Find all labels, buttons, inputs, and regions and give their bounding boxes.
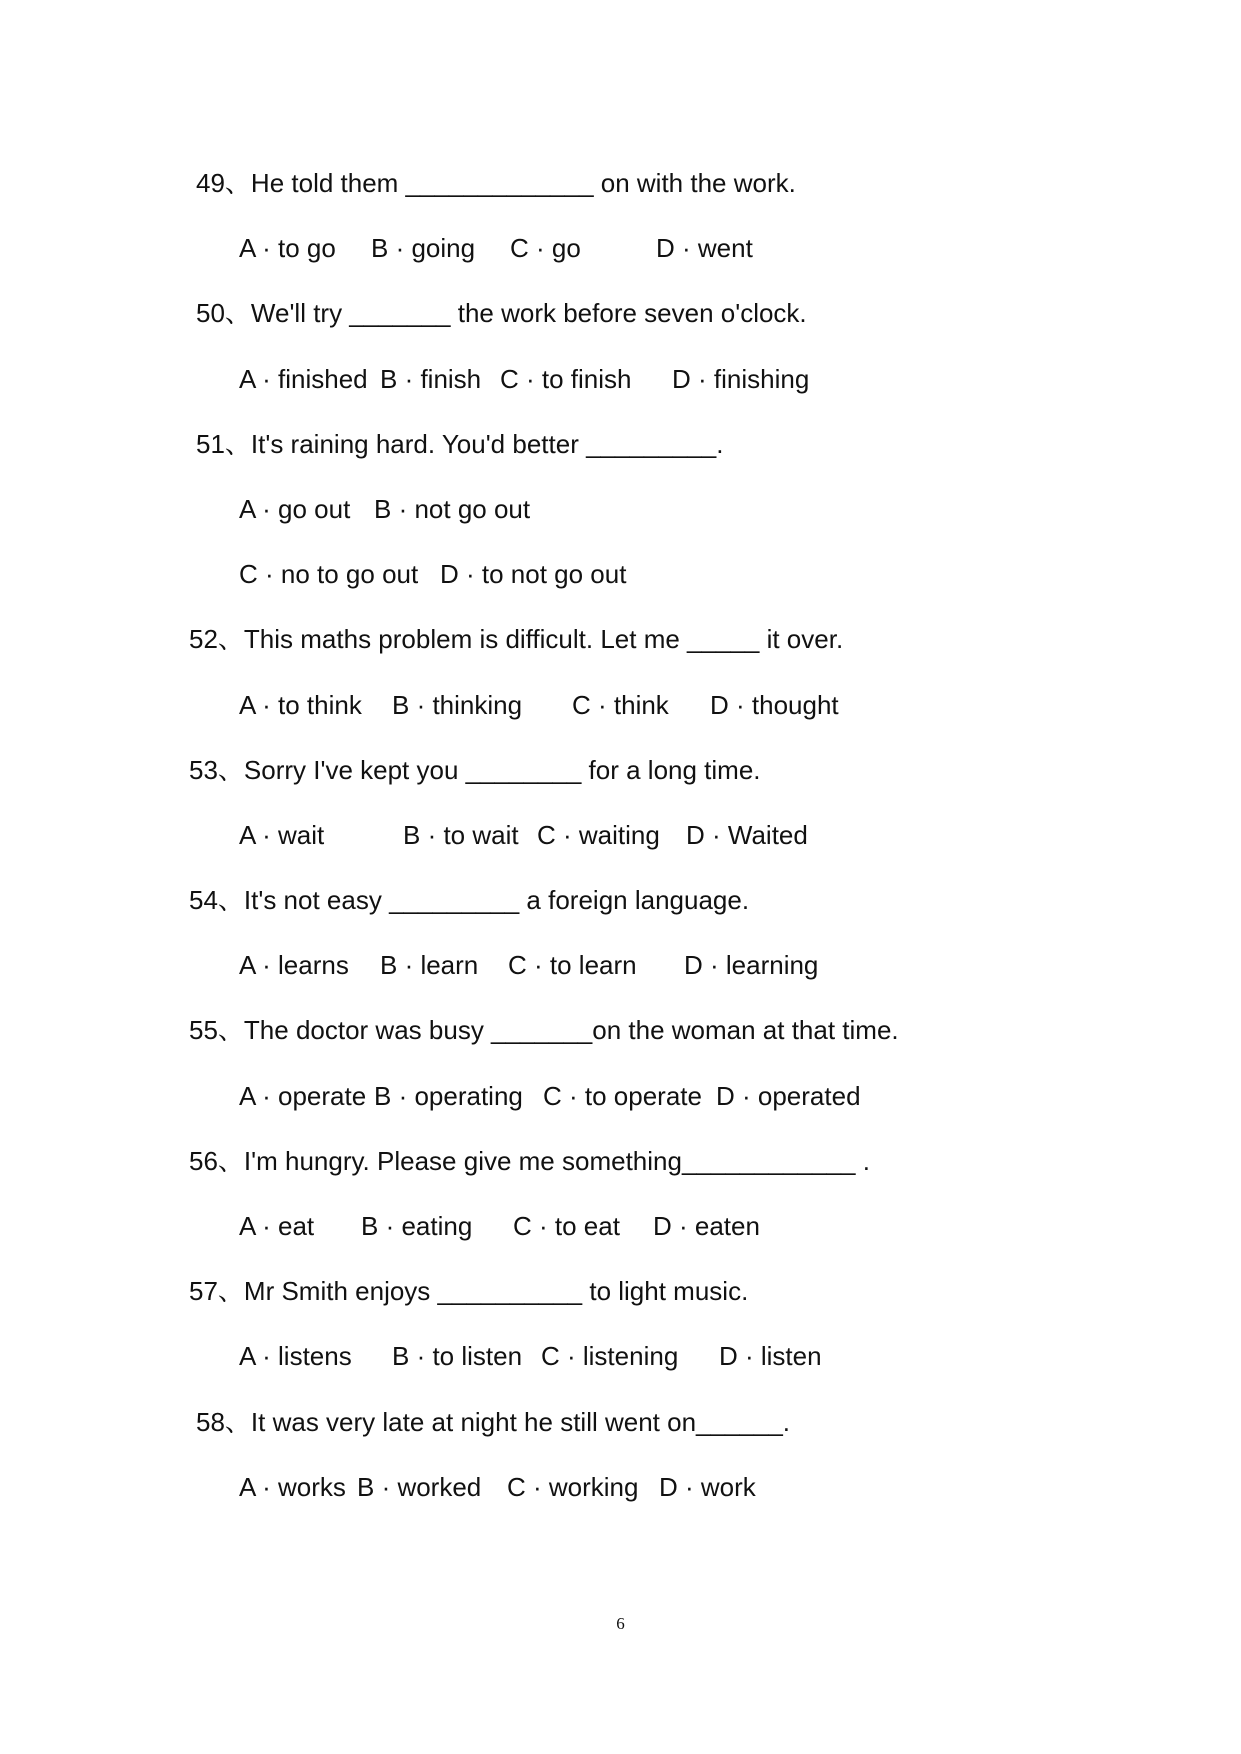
question-separator: 、 <box>217 1276 244 1307</box>
option-c: C · to eat <box>513 1211 620 1241</box>
question-text: The doctor was busy _______on the woman at that time. <box>243 1015 899 1046</box>
question-number: 52 <box>189 624 218 655</box>
option-b: B · finish <box>380 363 482 394</box>
option-a: A · to go <box>239 233 336 264</box>
question-number: 56 <box>189 1145 218 1176</box>
options-53 <box>0 803 1241 868</box>
question-58 <box>0 1390 1241 1455</box>
question-separator: 、 <box>224 1406 251 1437</box>
question-text: Mr Smith enjoys __________ to light music. <box>243 1276 749 1307</box>
options-49 <box>0 216 1241 281</box>
options-52 <box>0 673 1241 738</box>
options-56 <box>0 1194 1241 1259</box>
options-58 <box>0 1455 1241 1520</box>
option-b: B · not go out <box>374 493 531 524</box>
option-d: D · went <box>656 233 753 264</box>
question-separator: 、 <box>217 1015 244 1046</box>
options-50 <box>0 347 1241 412</box>
question-52 <box>0 607 1241 672</box>
option-c: C · working <box>507 1471 639 1502</box>
question-number: 53 <box>189 754 218 785</box>
question-separator: 、 <box>217 754 244 785</box>
options-57 <box>0 1324 1241 1389</box>
question-separator: 、 <box>217 624 244 655</box>
option-a: A · learns <box>239 950 349 981</box>
question-number: 55 <box>189 1015 218 1046</box>
question-text: He told them _____________ on with the work. <box>250 168 796 198</box>
option-d: D · to not go out <box>440 559 627 590</box>
question-number: 51 <box>196 428 225 459</box>
question-separator: 、 <box>224 168 251 198</box>
question-number: 49 <box>196 168 225 198</box>
option-a: A · operate <box>239 1080 367 1111</box>
question-text: I'm hungry. Please give me something____________ . <box>243 1145 870 1176</box>
option-d: D · thought <box>710 689 839 720</box>
option-d: D · learning <box>684 950 819 981</box>
question-text: This maths problem is difficult. Let me _____ it over. <box>243 624 844 655</box>
question-number: 57 <box>189 1276 218 1307</box>
option-b: B · thinking <box>392 689 523 720</box>
question-separator: 、 <box>217 1145 244 1176</box>
option-d: D · work <box>659 1471 756 1502</box>
question-56 <box>0 1129 1241 1194</box>
question-51 <box>0 412 1241 477</box>
option-a: A · finished <box>239 363 368 394</box>
options-54 <box>0 933 1241 998</box>
option-d: D · finishing <box>672 363 810 394</box>
option-a: A · go out <box>239 493 351 524</box>
option-d: D · listen <box>719 1341 822 1372</box>
question-text: It's raining hard. You'd better _________. <box>250 428 724 459</box>
option-a: A · works <box>239 1471 346 1502</box>
question-53 <box>0 738 1241 803</box>
option-a: A · eat <box>239 1211 315 1241</box>
option-d: D · operated <box>716 1080 861 1111</box>
options-51-row-2 <box>0 542 1241 607</box>
option-b: B · learn <box>380 950 479 981</box>
option-b: B · worked <box>357 1471 482 1502</box>
option-b: B · to wait <box>403 819 519 850</box>
option-a: A · listens <box>239 1341 352 1372</box>
option-c: C · waiting <box>537 819 660 850</box>
question-number: 58 <box>196 1406 225 1437</box>
page-number: 6 <box>616 1614 625 1633</box>
option-a: A · to think <box>239 689 362 720</box>
option-b: B · operating <box>374 1080 523 1111</box>
question-separator: 、 <box>217 885 244 916</box>
option-c: C · listening <box>541 1341 679 1372</box>
question-list <box>0 151 1241 1520</box>
question-number: 54 <box>189 885 218 916</box>
question-55 <box>0 998 1241 1063</box>
option-c: C · no to go out <box>239 559 419 590</box>
question-text: We'll try _______ the work before seven o'clock. <box>250 298 807 329</box>
option-d: D · Waited <box>686 819 808 850</box>
option-c: C · think <box>572 689 669 720</box>
option-c: C · to operate <box>543 1080 702 1111</box>
option-c: C · to learn <box>508 950 637 981</box>
question-text: It was very late at night he still went on______. <box>250 1406 791 1437</box>
options-51-row-1 <box>0 477 1241 542</box>
question-text: Sorry I've kept you ________ for a long time. <box>243 754 761 785</box>
option-b: B · to listen <box>392 1341 523 1372</box>
option-b: B · going <box>371 233 476 264</box>
option-b: B · eating <box>361 1211 473 1241</box>
question-number: 50 <box>196 298 225 329</box>
question-49 <box>0 151 1241 216</box>
option-c: C · go <box>510 233 581 264</box>
option-d: D · eaten <box>653 1211 760 1241</box>
question-separator: 、 <box>224 298 251 329</box>
option-c: C · to finish <box>500 363 632 394</box>
question-54 <box>0 868 1241 933</box>
question-separator: 、 <box>224 428 251 459</box>
question-57 <box>0 1259 1241 1324</box>
question-50 <box>0 281 1241 346</box>
options-55 <box>0 1064 1241 1129</box>
question-text: It's not easy _________ a foreign language. <box>243 885 750 916</box>
option-a: A · wait <box>239 819 325 850</box>
